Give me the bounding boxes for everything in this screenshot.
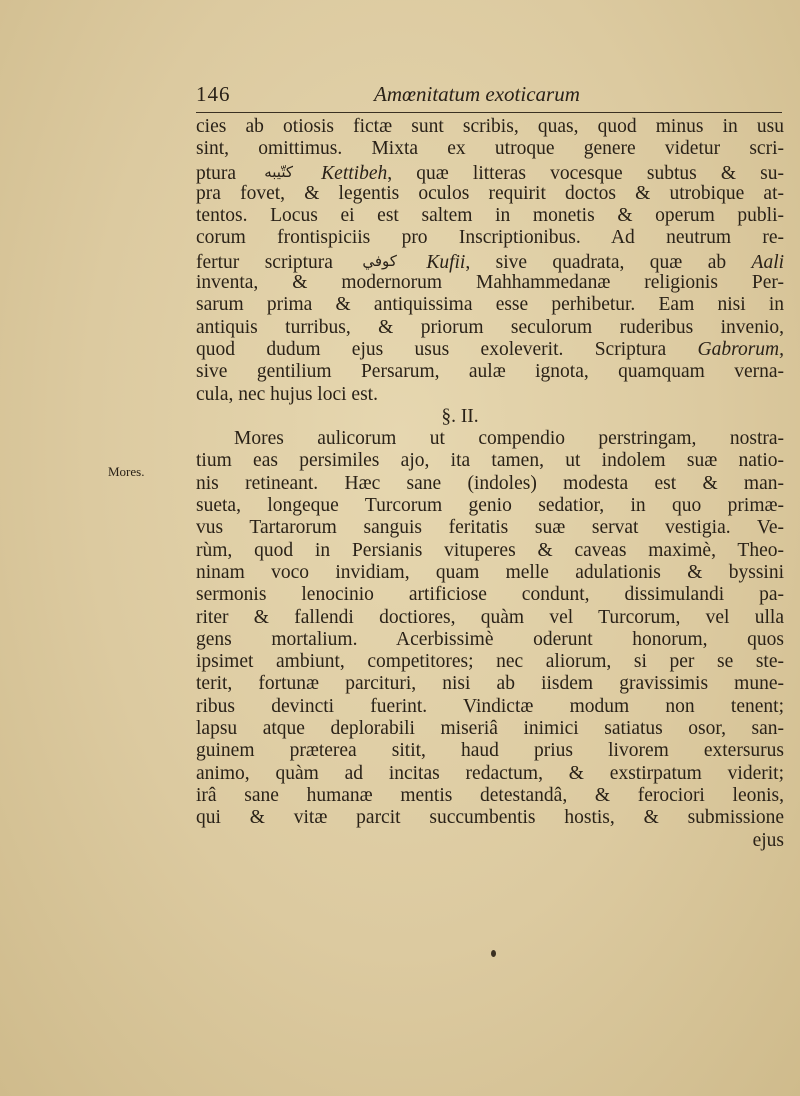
catchword: ejus <box>752 829 784 851</box>
text-line: sive gentilium Persarum, aulæ ignota, quamquam verna- <box>196 361 784 383</box>
text-line: guinem præterea sitit, haud prius livorem extersurus <box>196 740 784 762</box>
text-line: sarum prima & antiquissima esse perhibetur. Eam nisi in <box>196 294 784 316</box>
text-line: sint, omittimus. Mixta ex utroque genere videtur scri- <box>196 138 784 160</box>
text-line: gens mortalium. Acerbissimè oderunt honorum, quos <box>196 628 784 650</box>
text-line: ptura كتّيبه Kettibeh, quæ litteras vocesque subtus & su- <box>196 162 785 184</box>
margin-note: Mores. <box>108 464 145 479</box>
text-line: ninam voco invidiam, quam melle adulationis & byssini <box>196 561 784 583</box>
text-line: Mores aulicorum ut compendio perstringam, nostra- <box>234 428 784 450</box>
page-header <box>196 82 782 113</box>
text-line: quod dudum ejus usus exoleverit. Scriptura Gabrorum, <box>196 338 785 360</box>
page-number: 146 <box>196 82 231 106</box>
text-line: rùm, quod in Persianis vituperes & caveas maximè, Theo- <box>196 539 784 561</box>
text-line: antiquis turribus, & priorum seculorum ruderibus invenio, <box>196 316 784 338</box>
body-text <box>196 116 784 852</box>
text-line: animo, quàm ad incitas redactum, & exstirpatum viderit; <box>196 762 784 784</box>
arabic-script-word: كتّيبه <box>264 162 293 181</box>
text-line: vus Tartarorum sanguis feritatis suæ servat vestigia. Ve- <box>196 517 784 539</box>
text-line: lapsu atque deplorabili miseriâ inimici satiatus osor, san- <box>196 718 784 740</box>
text-line: riter & fallendi doctiores, quàm vel Turcorum, vel ulla <box>196 606 784 628</box>
ink-spot <box>491 950 496 957</box>
text-line: ribus devincti fuerint. Vindictæ modum non tenent; <box>196 695 784 717</box>
section-heading: §. II. <box>441 405 479 427</box>
text-line: nis retineant. Hæc sane (indoles) modesta est & man- <box>196 472 784 494</box>
text-line: cula, nec hujus loci est. <box>196 383 378 405</box>
text-line: ipsimet ambiunt, competitores; nec aliorum, si per se ste- <box>196 651 784 673</box>
text-line: inventa, & modernorum Mahhammedanæ religionis Per- <box>196 272 784 294</box>
text-line: tentos. Locus ei est saltem in monetis & operum publi- <box>196 205 784 227</box>
text-line: fertur scriptura كوفي Kufii, sive quadrata, quæ ab Aali <box>196 251 785 273</box>
text-line: sueta, longeque Turcorum genio sedatior, in quo primæ- <box>196 495 784 517</box>
arabic-script-word: كوفي <box>362 251 397 270</box>
text-line: cies ab otiosis fictæ sunt scribis, quas, quod minus in usu <box>196 116 784 137</box>
text-line: corum frontispiciis pro Inscriptionibus. Ad neutrum re- <box>196 227 784 249</box>
running-title: Amœnitatum exoticarum <box>374 82 580 106</box>
text-line: pra fovet, & legentis oculos requirit doctos & utrobique at- <box>196 182 784 204</box>
text-line: sermonis lenocinio artificiose condunt, dissimulandi pa- <box>196 584 784 606</box>
text-line: tium eas persimiles ajo, ita tamen, ut indolem suæ natio- <box>196 450 784 472</box>
text-line: qui & vitæ parcit succumbentis hostis, & submissione <box>196 807 784 829</box>
text-line: irâ sane humanæ mentis detestandâ, & ferociori leonis, <box>196 784 784 806</box>
text-line: terit, fortunæ parcituri, nisi ab iisdem gravissimis mune- <box>196 673 784 695</box>
